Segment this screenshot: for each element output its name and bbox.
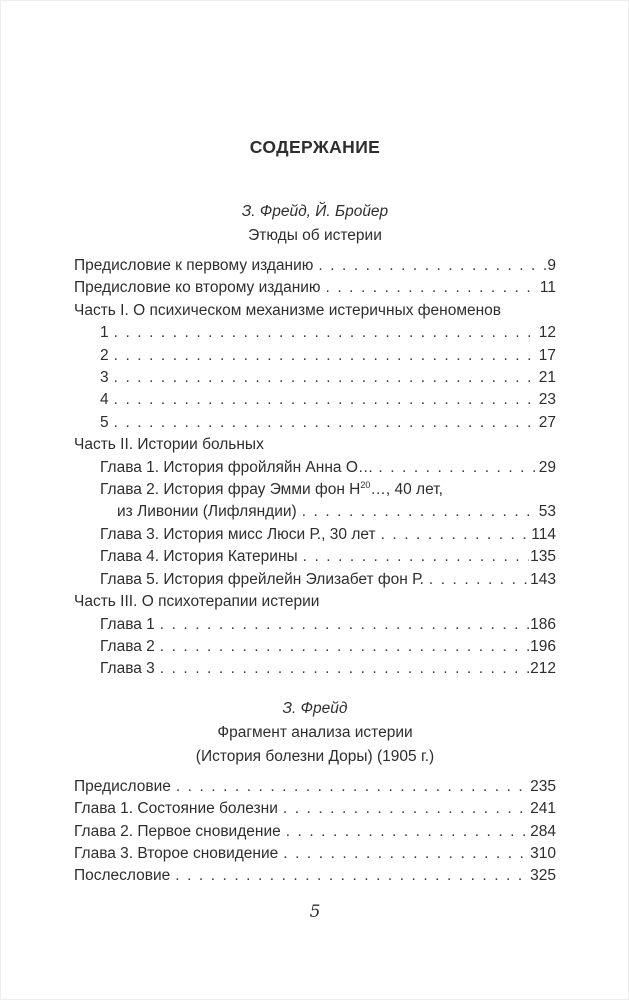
toc-entry-text: Глава 1. Состояние болезни	[74, 800, 278, 818]
section-author: З. Фрейд	[282, 699, 348, 717]
section-header	[74, 200, 556, 248]
toc-dots	[326, 277, 539, 299]
toc-page-number: 241	[530, 800, 556, 818]
toc-row	[74, 865, 556, 887]
toc-page-number: 17	[538, 346, 556, 364]
page-number-footer: 5	[309, 901, 321, 922]
toc-row	[74, 821, 556, 843]
toc-dots	[114, 322, 538, 344]
toc-entry-text: Глава 5. История фрейлейн Элизабет фон Р.	[100, 570, 424, 588]
toc-page-number: 21	[538, 369, 556, 387]
toc-page-number: 186	[530, 615, 556, 633]
toc-dots	[114, 412, 538, 434]
section-title: (История болезни Доры) (1905 г.)	[195, 747, 435, 765]
toc-row	[74, 614, 556, 636]
toc-page-number: 114	[531, 525, 556, 543]
toc-row	[74, 322, 556, 344]
footnote-superscript: 20	[360, 479, 371, 490]
toc-row	[74, 300, 556, 322]
toc-entry-text: Предисловие к первому изданию	[74, 257, 314, 274]
toc-page-number: 325	[530, 867, 556, 885]
toc-entry-text: 1	[100, 324, 109, 342]
toc-entry-text: Предисловие	[74, 777, 171, 795]
toc-entry-text: из Ливонии (Лифляндии)	[117, 503, 297, 521]
toc-entry-text: Глава 1	[100, 615, 155, 633]
toc-page-number: 135	[530, 548, 556, 566]
toc-entry-text: Часть I. О психическом механизме истеричных феноменов	[74, 301, 502, 319]
toc-page-number: 23	[538, 391, 556, 409]
toc-row	[74, 277, 556, 299]
toc-row	[74, 412, 556, 434]
toc-dots	[114, 389, 538, 411]
toc-dots	[283, 798, 529, 820]
toc-dots	[176, 776, 529, 798]
toc-entry-text: 4	[100, 391, 109, 409]
toc-row	[74, 843, 556, 865]
toc-dots	[286, 821, 529, 843]
toc-page-number: 12	[538, 324, 556, 342]
toc-row	[74, 658, 556, 680]
toc-dots	[114, 345, 538, 367]
toc-entry-text: Часть III. О психотерапии истерии	[74, 593, 320, 611]
toc-entry-text: 3	[100, 369, 109, 387]
toc-entry-text: Глава 3. Второе сновидение	[74, 844, 279, 862]
toc-row	[74, 479, 556, 501]
toc-entry-text: Предисловие ко второму изданию	[74, 279, 321, 297]
toc-dots	[160, 636, 529, 658]
toc-row	[74, 501, 556, 523]
toc-row	[74, 457, 556, 479]
toc-dots	[318, 255, 546, 277]
toc-dots	[303, 546, 529, 568]
toc-entry-text: Часть II. Истории больных	[74, 436, 264, 454]
toc-entry-text: Глава 2. Первое сновидение	[74, 822, 281, 840]
toc-row	[74, 389, 556, 411]
toc-entry-text: Послесловие	[74, 867, 171, 885]
toc-entry-text: Глава 1. История фройляйн Анна О…	[100, 458, 374, 476]
toc-row	[74, 434, 556, 456]
toc-dots	[283, 843, 529, 865]
toc-entry-text: Глава 3. История мисс Люси Р., 30 лет	[100, 525, 376, 543]
toc-dots	[175, 865, 529, 887]
toc-dots	[114, 367, 538, 389]
toc-title: СОДЕРЖАНИЕ	[249, 137, 381, 157]
toc-entry-text: 2	[100, 346, 109, 364]
toc-row	[74, 255, 556, 277]
toc-entry-text: 5	[100, 413, 109, 431]
toc-row	[74, 546, 556, 568]
toc-row	[74, 345, 556, 367]
toc-row	[74, 798, 556, 820]
section-title: Фрагмент анализа истерии	[217, 723, 413, 741]
toc-page-number: 196	[530, 637, 556, 655]
toc-page-number: 29	[538, 458, 556, 476]
toc-row	[74, 367, 556, 389]
toc-page-number: 9	[547, 257, 556, 274]
toc-page-number: 212	[530, 660, 556, 678]
toc-entry-text: Глава 3	[100, 660, 155, 678]
toc-page-number: 235	[530, 777, 556, 795]
toc-entry-text: Глава 2. История фрау Эмми фон $Н^{20}\dots$, 40 лет,	[100, 479, 443, 499]
section-title: Этюды об истерии	[248, 227, 382, 244]
toc-row	[74, 776, 556, 798]
toc-page-number: 11	[539, 279, 556, 297]
section-header	[74, 697, 556, 769]
toc-page-number: 143	[530, 570, 556, 588]
toc-dots	[378, 457, 537, 479]
toc-row	[74, 591, 556, 613]
toc-row	[74, 524, 556, 546]
toc-page-number: 53	[538, 503, 556, 521]
toc-list	[74, 255, 556, 681]
toc-page-number: 27	[538, 413, 556, 431]
toc-dots	[160, 658, 529, 680]
toc-dots	[302, 501, 538, 523]
toc-entry-text: Глава 4. История Катерины	[100, 548, 298, 566]
toc-list	[74, 776, 556, 888]
section-author: З. Фрейд, Й. Бройер	[241, 203, 389, 220]
toc-row	[74, 569, 556, 591]
toc-page-number: 310	[530, 844, 556, 862]
toc-dots	[429, 569, 529, 591]
toc-dots	[160, 614, 529, 636]
toc-page-number: 284	[530, 822, 556, 840]
toc-row	[74, 636, 556, 658]
toc-entry-text: Глава 2	[100, 637, 155, 655]
toc-dots	[381, 524, 531, 546]
toc-sections	[74, 200, 556, 888]
